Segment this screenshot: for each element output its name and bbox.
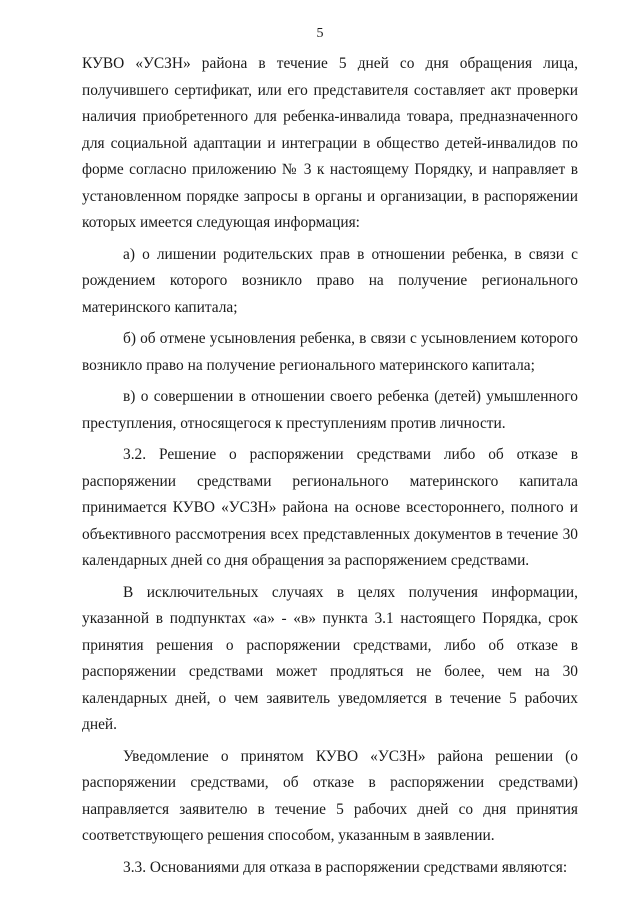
paragraph-notification: Уведомление о принятом КУВО «УСЗН» района решении (о распоряжении средствами, об отказе в распоряжении средствами) направляется заявителю в течение 5 рабочих дней со дня принятия соответствующего решения способом, указанным в заявлении. xyxy=(82,747,578,844)
paragraph-exceptional-cases: В исключительных случаях в целях получения информации, указанной в подпунктах «а» - «в» пункта 3.1 настоящего Порядка, срок принятия решения о распоряжении средствами, либо об отказе в распоряжении средствами может продляться не более, чем на 30 календарных дней, о чем заявитель уведомляется в течение 5 рабочих дней. xyxy=(82,583,578,733)
paragraph-item-v: в) о совершении в отношении своего ребенка (детей) умышленного преступления, относящегося к преступлениям против личности. xyxy=(82,388,578,432)
paragraph-3-3: 3.3. Основаниями для отказа в распоряжении средствами являются: xyxy=(123,858,568,876)
paragraph-3-2: 3.2. Решение о распоряжении средствами либо об отказе в распоряжении средствами регионального материнского капитала принимается КУВО «УСЗН» района на основе всестороннего, полного и объективного рассмотрения всех представленных документов в течение 30 календарных дней со дня обращения за распоряжением средствами. xyxy=(82,446,578,569)
paragraph-item-a: а) о лишении родительских прав в отношении ребенка, в связи с рождением которого возникло право на получение регионального материнского капитала; xyxy=(82,245,578,316)
paragraph-intro: КУВО «УСЗН» района в течение 5 дней со дня обращения лица, получившего сертификат, или его представителя составляет акт проверки наличия приобретенного для ребенка-инвалида товара, предназначенного для социальной адаптации и интеграции в общество детей-инвалидов по форме согласно приложению № 3 к настоящему Порядку, и направляет в установленном порядке запросы в органы и организации, в распоряжении которых имеется следующая информация: xyxy=(82,55,578,231)
paragraph-item-b: б) об отмене усыновления ребенка, в связи с усыновлением которого возникло право на получение регионального материнского капитала; xyxy=(82,330,578,374)
document-body xyxy=(82,51,578,886)
page-number: 5 xyxy=(316,26,324,41)
